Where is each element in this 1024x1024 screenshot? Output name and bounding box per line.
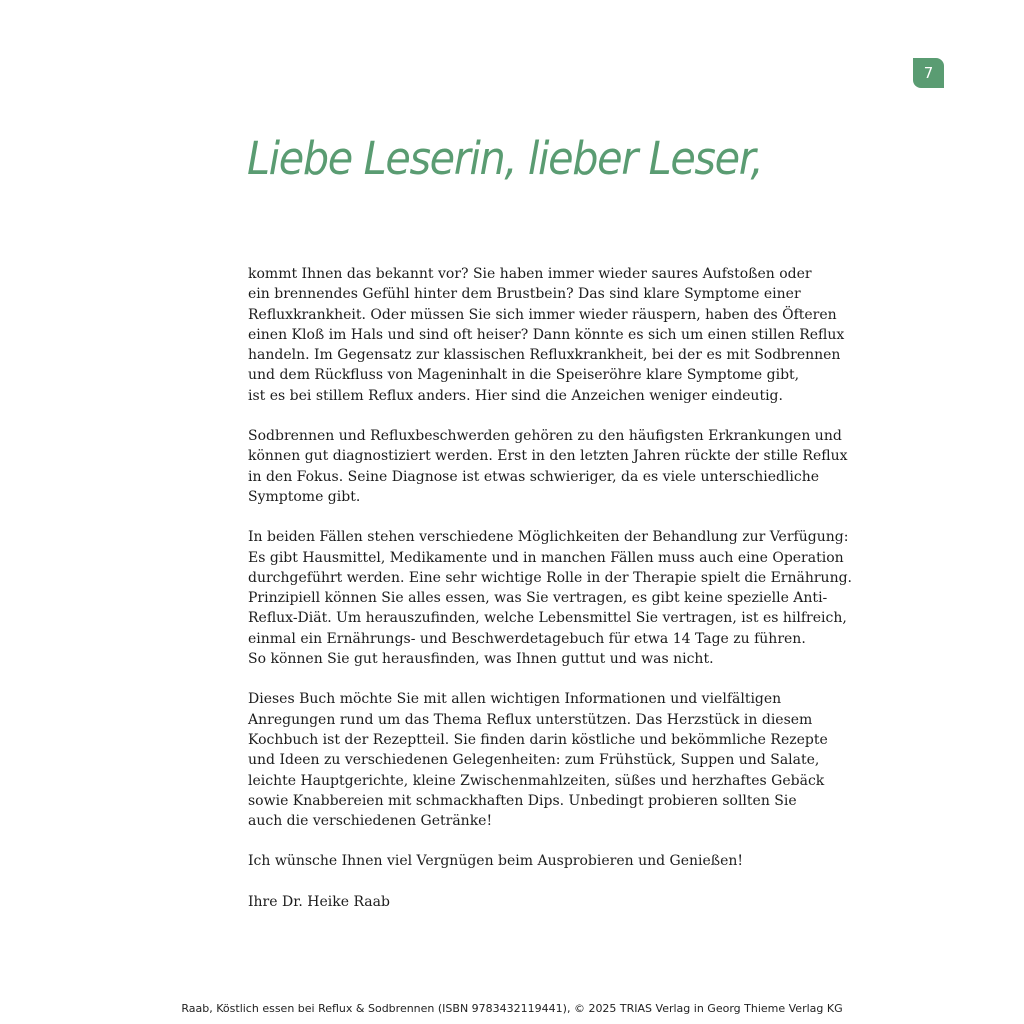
paragraph-4 <box>248 689 828 831</box>
text-line: Es gibt Hausmittel, Medikamente und in manchen Fällen muss auch eine Operation <box>248 549 844 566</box>
text-line: Kochbuch ist der Rezeptteil. Sie finden darin köstliche und bekömmliche Rezepte <box>248 731 828 748</box>
text-line: Prinzipiell können Sie alles essen, was Sie vertragen, es gibt keine spezielle Anti- <box>248 590 828 607</box>
text-line: Sodbrennen und Refluxbeschwerden gehören zu den häufigsten Erkrankungen und <box>248 428 842 445</box>
text-line: So können Sie gut herausfinden, was Ihnen guttut und was nicht. <box>248 651 714 668</box>
paragraph-1 <box>248 264 845 406</box>
text-line: Symptome gibt. <box>248 488 361 505</box>
text-line: und dem Rückfluss von Mageninhalt in die Speiseröhre klare Symptome gibt, <box>248 367 800 384</box>
text-line: einmal ein Ernährungs- und Beschwerdetagebuch für etwa 14 Tage zu führen. <box>248 630 806 647</box>
signature <box>248 892 788 912</box>
text-line: Refluxkrankheit. Oder müssen Sie sich immer wieder räuspern, haben des Öfteren <box>248 306 837 323</box>
text-line: können gut diagnostiziert werden. Erst in den letzten Jahren rückte der stille Reflux <box>248 448 848 465</box>
paragraph-5 <box>248 851 788 871</box>
signature-line: Ihre Dr. Heike Raab <box>248 893 390 910</box>
text-line: Reflux-Diät. Um herauszufinden, welche Lebensmittel Sie vertragen, ist es hilfreich, <box>248 610 847 627</box>
page-number-badge: 7 <box>913 58 944 88</box>
paragraph-2 <box>248 426 848 507</box>
text-line: kommt Ihnen das bekannt vor? Sie haben immer wieder saures Aufstoßen oder <box>248 266 812 282</box>
text-line: In beiden Fällen stehen verschiedene Möglichkeiten der Behandlung zur Verfügung: <box>248 529 849 546</box>
text-line: handeln. Im Gegensatz zur klassischen Refluxkrankheit, bei der es mit Sodbrennen <box>248 347 841 364</box>
letter-heading: Liebe Leserin, lieber Leser, <box>247 132 763 185</box>
copyright-footer: Raab, Köstlich essen bei Reflux & Sodbrennen (ISBN 9783432119441), © 2025 TRIAS Verlag in Georg Thieme Verlag KG <box>181 1002 843 1015</box>
text-line: Anregungen rund um das Thema Reflux unterstützen. Das Herzstück in diesem <box>248 711 813 728</box>
text-line: und Ideen zu verschiedenen Gelegenheiten: zum Frühstück, Suppen und Salate, <box>248 752 820 769</box>
text-line: leichte Hauptgerichte, kleine Zwischenmahlzeiten, süßes und herzhaftes Gebäck <box>248 772 825 789</box>
text-line: auch die verschiedenen Getränke! <box>248 813 493 830</box>
text-line: ein brennendes Gefühl hinter dem Brustbein? Das sind klare Symptome einer <box>248 286 801 303</box>
text-line: sowie Knabbereien mit schmackhaften Dips. Unbedingt probieren sollten Sie <box>248 792 797 809</box>
text-line: Ich wünsche Ihnen viel Vergnügen beim Ausprobieren und Genießen! <box>248 853 744 870</box>
letter-body <box>248 264 852 932</box>
text-line: durchgeführt werden. Eine sehr wichtige Rolle in der Therapie spielt die Ernährung. <box>248 569 852 586</box>
paragraph-3 <box>248 527 852 669</box>
text-line: ist es bei stillem Reflux anders. Hier sind die Anzeichen weniger eindeutig. <box>248 387 783 404</box>
text-line: einen Kloß im Hals und sind oft heiser? Dann könnte es sich um einen stillen Reflux <box>248 326 845 343</box>
text-line: Dieses Buch möchte Sie mit allen wichtigen Informationen und vielfältigen <box>248 691 782 708</box>
text-line: in den Fokus. Seine Diagnose ist etwas schwieriger, da es viele unterschiedliche <box>248 468 820 485</box>
